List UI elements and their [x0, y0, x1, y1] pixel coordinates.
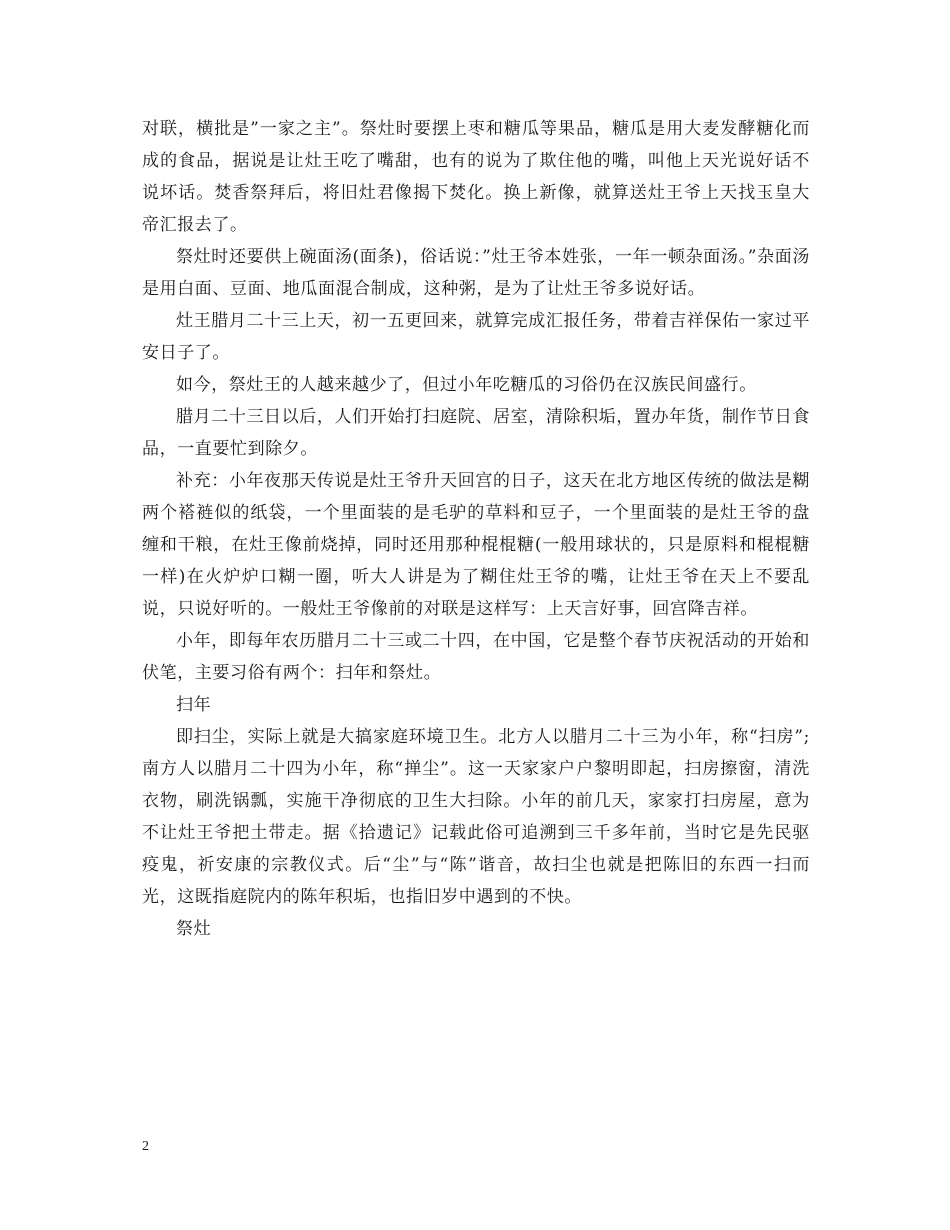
section-heading-saonian: 扫年: [176, 695, 212, 715]
paragraph-1: 对联，横批是”一家之主”。祭灶时要摆上枣和糖瓜等果品，糖瓜是用大麦发酵糖化而成的食品，据说是让灶王吃了嘴甜，也有的说为了欺住他的嘴，叫他上天光说好话不说坏话。焚香祭拜后，将旧灶君像揭下焚化。换上新像，就算送灶王爷上天找玉皇大帝汇报去了。: [142, 119, 810, 235]
section-heading-jizao: 祭灶: [176, 919, 212, 939]
paragraph-7: 小年，即每年农历腊月二十三或二十四，在中国，它是整个春节庆祝活动的开始和伏笔，主要习俗有两个：扫年和祭灶。: [142, 631, 810, 683]
paragraph-3: 灶王腊月二十三上天，初一五更回来，就算完成汇报任务，带着吉祥保佑一家过平安日子了。: [142, 311, 810, 363]
paragraph-5: 腊月二十三日以后，人们开始打扫庭院、居室，清除积垢，置办年货，制作节日食品，一直要忙到除夕。: [142, 407, 810, 459]
paragraph-4: 如今，祭灶王的人越来越少了，但过小年吃糖瓜的习俗仍在汉族民间盛行。: [176, 375, 757, 395]
page-number: 2: [142, 1139, 149, 1154]
document-body: [142, 113, 810, 945]
paragraph-6: 补充：小年夜那天传说是灶王爷升天回宫的日子，这天在北方地区传统的做法是糊两个褡裢似的纸袋，一个里面装的是毛驴的草料和豆子，一个里面装的是灶王爷的盘缠和干粮，在灶王像前烧掉，同时还用那种棍棍糖(一般用球状的，只是原料和棍棍糖一样)在火炉炉口糊一圈，听大人讲是为了糊住灶王爷的嘴，让灶王爷在天上不要乱说，只说好听的。一般灶王爷像前的对联是这样写：上天言好事，回宫降吉祥。: [142, 471, 810, 619]
paragraph-2: 祭灶时还要供上碗面汤(面条)，俗话说：”灶王爷本姓张，一年一顿杂面汤。”杂面汤是用白面、豆面、地瓜面混合制成，这种粥，是为了让灶王爷多说好话。: [142, 247, 810, 299]
paragraph-8: 即扫尘，实际上就是大搞家庭环境卫生。北方人以腊月二十三为小年，称“扫房”;南方人以腊月二十四为小年，称“掸尘”。这一天家家户户黎明即起，扫房擦窗，清洗衣物，刷洗锅瓢，实施干净彻底的卫生大扫除。小年的前几天，家家打扫房屋，意为不让灶王爷把土带走。据《拾遗记》记载此俗可追溯到三千多年前，当时它是先民驱疫鬼，祈安康的宗教仪式。后“尘”与“陈”谐音，故扫尘也就是把陈旧的东西一扫而光，这既指庭院内的陈年积垢，也指旧岁中遇到的不快。: [142, 727, 810, 907]
